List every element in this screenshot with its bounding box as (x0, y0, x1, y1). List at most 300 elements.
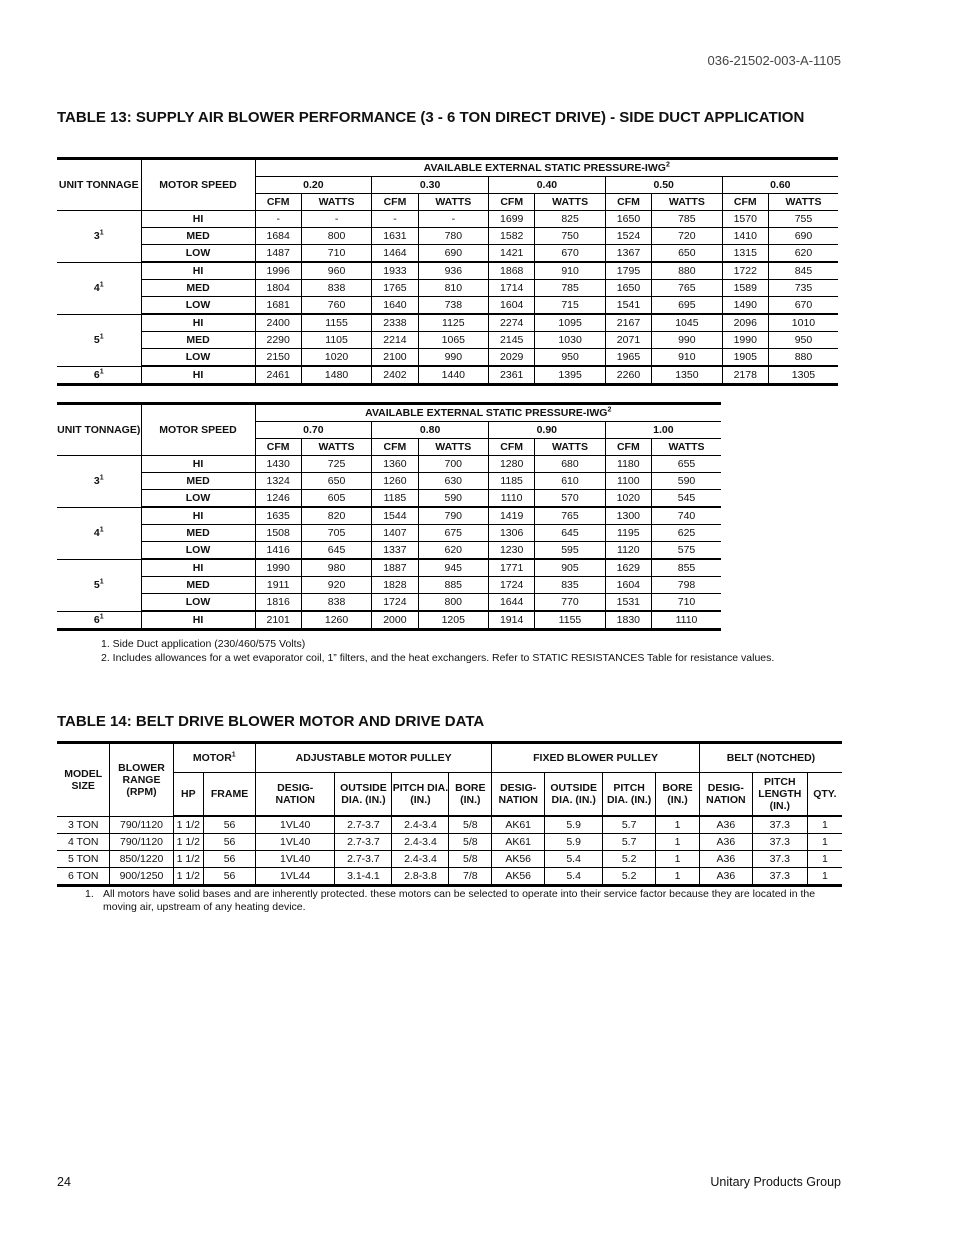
watts-cell: 645 (535, 525, 605, 542)
adjustable-pulley-header: ADJUSTABLE MOTOR PULLEY (256, 743, 492, 773)
watts-cell: 838 (301, 280, 371, 297)
fixed-pulley-header: FIXED BLOWER PULLEY (492, 743, 700, 773)
pressure-value-header: 0.90 (488, 422, 605, 439)
table-row (57, 490, 721, 508)
table-row (57, 594, 721, 612)
watts-cell: 650 (301, 473, 371, 490)
cfm-cell: 1337 (372, 542, 418, 560)
table-row (57, 473, 721, 490)
watts-cell: 1110 (652, 611, 721, 630)
watts-cell: 720 (652, 228, 722, 245)
watts-cell: 1350 (652, 366, 722, 385)
table-row (57, 525, 721, 542)
table-cell: AK56 (492, 851, 545, 868)
watts-cell: 570 (535, 490, 605, 508)
watts-cell: 838 (301, 594, 371, 612)
cfm-cell: 1629 (605, 559, 651, 577)
watts-cell: 655 (652, 456, 721, 473)
table-row (57, 456, 721, 473)
cfm-cell: 1996 (255, 262, 301, 280)
table-cell: AK56 (492, 868, 545, 886)
table-cell: 5.7 (603, 816, 656, 834)
cfm-cell: 1100 (605, 473, 651, 490)
blower-performance-table-part2 (57, 402, 721, 631)
table-cell: 1 (656, 868, 700, 886)
cfm-cell: 1110 (488, 490, 534, 508)
cfm-cell: 1681 (255, 297, 301, 315)
pressure-header: AVAILABLE EXTERNAL STATIC PRESSURE-IWG$^2$ (255, 404, 721, 422)
table-cell: 56 (204, 834, 256, 851)
cfm-cell: 1306 (488, 525, 534, 542)
table-cell: 3.1-4.1 (335, 868, 392, 886)
table-row (57, 851, 842, 868)
watts-cell: 1155 (535, 611, 605, 630)
table-cell: 1 (807, 834, 842, 851)
cfm-header: CFM (489, 194, 535, 211)
table-cell: 2.4-3.4 (392, 834, 449, 851)
watts-cell: 820 (301, 507, 371, 525)
pressure-header: AVAILABLE EXTERNAL STATIC PRESSURE-IWG$^2$ (255, 159, 838, 177)
table-cell: 5.4 (545, 868, 603, 886)
motor-speed-cell: HI (141, 507, 255, 525)
cfm-cell: 1965 (605, 349, 651, 367)
watts-cell: 645 (301, 542, 371, 560)
watts-cell: 1065 (418, 332, 488, 349)
note-2: 2. Includes allowances for a wet evaporator coil, 1” filters, and the heat exchangers. Refer to STATIC RESISTANCES Table for resistance values. (101, 652, 775, 664)
unit-tonnage-cell (57, 366, 141, 385)
table-cell: 790/1120 (110, 816, 173, 834)
motor-speed-cell: HI (141, 559, 255, 577)
watts-cell: 545 (652, 490, 721, 508)
fixed-designation-header: DESIG- NATION (492, 773, 545, 817)
cfm-cell: 2167 (605, 314, 651, 332)
cfm-cell: 2290 (255, 332, 301, 349)
table-cell: 2.4-3.4 (392, 851, 449, 868)
table-cell: AK61 (492, 816, 545, 834)
watts-header: WATTS (418, 194, 488, 211)
pressure-value-header: 0.40 (489, 177, 606, 194)
cfm-cell: 1650 (605, 280, 651, 297)
belt-designation-header: DESIG- NATION (699, 773, 752, 817)
pressure-value-header: 0.50 (605, 177, 722, 194)
table-cell: 5/8 (449, 816, 492, 834)
adj-bore-header: BORE (IN.) (449, 773, 492, 817)
watts-cell: 575 (652, 542, 721, 560)
unit-tonnage-header: UNIT TONNAGE) (57, 404, 141, 456)
pressure-value-header: 0.30 (372, 177, 489, 194)
table-cell: 56 (204, 851, 256, 868)
cfm-cell: 2400 (255, 314, 301, 332)
watts-cell: 738 (418, 297, 488, 315)
adj-designation-header: DESIG- NATION (256, 773, 335, 817)
watts-header: WATTS (768, 194, 838, 211)
tonnage-value: 4 (93, 527, 100, 539)
cfm-cell: 1868 (489, 262, 535, 280)
watts-header: WATTS (301, 439, 371, 456)
watts-cell: 880 (768, 349, 838, 367)
footnote-marker: 1 (99, 333, 104, 341)
cfm-cell: 2260 (605, 366, 651, 385)
motor-speed-cell: MED (141, 577, 255, 594)
cfm-cell: 1771 (488, 559, 534, 577)
table-cell: 2.7-3.7 (335, 816, 392, 834)
cfm-cell: 1120 (605, 542, 651, 560)
table-cell: 37.3 (752, 868, 807, 886)
pressure-value-header: 0.80 (372, 422, 489, 439)
cfm-cell: 1905 (722, 349, 768, 367)
pressure-value-header: 0.70 (255, 422, 372, 439)
cfm-cell: 1180 (605, 456, 651, 473)
cfm-cell: 2274 (489, 314, 535, 332)
tonnage-value: 3 (93, 230, 100, 243)
footnote-text: All motors have solid bases and are inherently protected. these motors can be selected to operate into their service factor because they are located in the moving air, upstream of any heating device. (103, 888, 816, 913)
cfm-cell: 2000 (372, 611, 418, 630)
table-cell: 1 1/2 (173, 816, 204, 834)
unit-tonnage-cell (57, 559, 141, 611)
cfm-cell: 1416 (255, 542, 301, 560)
watts-cell: 670 (768, 297, 838, 315)
cfm-cell: 1570 (722, 211, 768, 228)
cfm-cell: - (372, 211, 418, 228)
cfm-cell: 1714 (489, 280, 535, 297)
cfm-cell: 1887 (372, 559, 418, 577)
motor-speed-cell: LOW (141, 542, 255, 560)
watts-cell: 845 (768, 262, 838, 280)
cfm-cell: 1230 (488, 542, 534, 560)
cfm-cell: 1541 (605, 297, 651, 315)
watts-cell: 835 (535, 577, 605, 594)
table-cell: 1VL44 (256, 868, 335, 886)
table-cell: 1VL40 (256, 834, 335, 851)
model-size-header: MODEL SIZE (57, 743, 110, 817)
cfm-cell: 1765 (372, 280, 418, 297)
watts-cell: 1030 (535, 332, 605, 349)
fixed-pitch-dia-header: PITCH DIA. (IN.) (603, 773, 656, 817)
cfm-cell: 2145 (489, 332, 535, 349)
cfm-header: CFM (605, 439, 651, 456)
watts-cell: 960 (301, 262, 371, 280)
footnote-number: 1. (85, 888, 94, 900)
table-row (57, 245, 838, 263)
watts-cell: 1010 (768, 314, 838, 332)
watts-cell: 590 (418, 490, 488, 508)
unit-tonnage-cell (57, 314, 141, 366)
document-id: 036-21502-003-A-1105 (707, 53, 841, 68)
watts-cell: 798 (652, 577, 721, 594)
table-cell: 5/8 (449, 834, 492, 851)
cfm-cell: 2150 (255, 349, 301, 367)
motor-speed-header: MOTOR SPEED (141, 159, 255, 211)
table-cell: 790/1120 (110, 834, 173, 851)
unit-tonnage-cell (57, 507, 141, 559)
cfm-header: CFM (372, 439, 418, 456)
table-row (57, 868, 842, 886)
cfm-cell: 1531 (605, 594, 651, 612)
watts-cell: 1395 (535, 366, 605, 385)
table-row (57, 611, 721, 630)
cfm-cell: 1360 (372, 456, 418, 473)
unit-tonnage-cell (57, 211, 141, 263)
watts-cell: 810 (418, 280, 488, 297)
table-cell: 1 (656, 851, 700, 868)
cfm-cell: 1914 (488, 611, 534, 630)
table-cell: 1 (807, 851, 842, 868)
table-cell: 2.4-3.4 (392, 816, 449, 834)
pressure-value-header: 0.20 (255, 177, 372, 194)
table-cell: 1 (807, 868, 842, 886)
cfm-cell: - (255, 211, 301, 228)
motor-speed-cell: HI (141, 314, 255, 332)
table-cell: 2.8-3.8 (392, 868, 449, 886)
cfm-cell: 1604 (605, 577, 651, 594)
watts-cell: 990 (418, 349, 488, 367)
cfm-cell: 1260 (372, 473, 418, 490)
cfm-cell: 1722 (722, 262, 768, 280)
watts-cell: 990 (652, 332, 722, 349)
table-cell: 37.3 (752, 834, 807, 851)
cfm-cell: 1589 (722, 280, 768, 297)
cfm-cell: 1795 (605, 262, 651, 280)
cfm-cell: 1724 (372, 594, 418, 612)
watts-cell: - (418, 211, 488, 228)
watts-cell: 740 (652, 507, 721, 525)
watts-header: WATTS (535, 439, 605, 456)
cfm-cell: 1367 (605, 245, 651, 263)
watts-cell: 920 (301, 577, 371, 594)
watts-cell: 1105 (301, 332, 371, 349)
company-name: Unitary Products Group (710, 1175, 841, 1189)
table-cell: 37.3 (752, 816, 807, 834)
watts-cell: 885 (418, 577, 488, 594)
table-cell: 5.2 (603, 868, 656, 886)
motor-speed-cell: HI (141, 366, 255, 385)
cfm-cell: 1644 (488, 594, 534, 612)
tonnage-value: 4 (93, 282, 100, 294)
watts-cell: 1125 (418, 314, 488, 332)
motor-speed-header: MOTOR SPEED (141, 404, 255, 456)
table-cell: 2.7-3.7 (335, 834, 392, 851)
cfm-cell: 2178 (722, 366, 768, 385)
watts-cell: 675 (418, 525, 488, 542)
table-cell: 5 TON (57, 851, 110, 868)
motor-speed-cell: MED (141, 280, 255, 297)
footnote-marker: 1 (99, 474, 104, 482)
watts-cell: 690 (768, 228, 838, 245)
watts-cell: 710 (301, 245, 371, 263)
table-row (57, 280, 838, 297)
cfm-cell: 2071 (605, 332, 651, 349)
motor-speed-cell: LOW (141, 297, 255, 315)
motor-speed-cell: MED (141, 228, 255, 245)
cfm-cell: 1650 (605, 211, 651, 228)
table-row (57, 297, 838, 315)
table-cell: 1 1/2 (173, 868, 204, 886)
motor-speed-cell: MED (141, 473, 255, 490)
table-row (57, 314, 838, 332)
cfm-cell: 2361 (489, 366, 535, 385)
table-row (57, 507, 721, 525)
table13-notes (101, 637, 781, 665)
table-cell: A36 (699, 834, 752, 851)
cfm-cell: 1816 (255, 594, 301, 612)
motor-speed-cell: LOW (141, 245, 255, 263)
table-cell: 1 1/2 (173, 851, 204, 868)
motor-speed-cell: LOW (141, 490, 255, 508)
cfm-cell: 1280 (488, 456, 534, 473)
cfm-cell: 1315 (722, 245, 768, 263)
cfm-cell: 1631 (372, 228, 418, 245)
watts-cell: 625 (652, 525, 721, 542)
watts-cell: 1305 (768, 366, 838, 385)
watts-header: WATTS (535, 194, 605, 211)
watts-cell: 825 (535, 211, 605, 228)
watts-cell: 910 (535, 262, 605, 280)
hp-header: HP (173, 773, 204, 817)
cfm-cell: 1508 (255, 525, 301, 542)
table-cell: 1VL40 (256, 851, 335, 868)
page-number: 24 (57, 1175, 71, 1189)
table-cell: A36 (699, 868, 752, 886)
watts-header: WATTS (301, 194, 371, 211)
cfm-cell: 1933 (372, 262, 418, 280)
belt-pitch-length-header: PITCH LENGTH (IN.) (752, 773, 807, 817)
cfm-cell: 1324 (255, 473, 301, 490)
fixed-outside-dia-header: OUTSIDE DIA. (IN.) (545, 773, 603, 817)
watts-cell: 780 (418, 228, 488, 245)
belt-header: BELT (NOTCHED) (699, 743, 842, 773)
pressure-value-header: 0.60 (722, 177, 838, 194)
watts-cell: 1440 (418, 366, 488, 385)
motor-speed-cell: LOW (141, 594, 255, 612)
table14-footnote (85, 888, 825, 914)
table-cell: 5.4 (545, 851, 603, 868)
watts-cell: 1480 (301, 366, 371, 385)
table-cell: 4 TON (57, 834, 110, 851)
cfm-cell: 1604 (489, 297, 535, 315)
watts-cell: 936 (418, 262, 488, 280)
blower-range-header: BLOWER RANGE (RPM) (110, 743, 173, 817)
cfm-header: CFM (255, 439, 301, 456)
watts-cell: 620 (418, 542, 488, 560)
table-cell: 5.9 (545, 816, 603, 834)
watts-cell: 680 (535, 456, 605, 473)
tonnage-value: 3 (93, 475, 100, 488)
watts-cell: 690 (418, 245, 488, 263)
watts-cell: 1095 (535, 314, 605, 332)
footnote-marker: 1 (99, 281, 104, 289)
cfm-cell: 1990 (255, 559, 301, 577)
cfm-cell: 1300 (605, 507, 651, 525)
table-cell: 5.2 (603, 851, 656, 868)
watts-header: WATTS (652, 439, 721, 456)
fixed-bore-header: BORE (IN.) (656, 773, 700, 817)
watts-cell: 725 (301, 456, 371, 473)
watts-cell: 605 (301, 490, 371, 508)
table-row (57, 211, 838, 228)
table-cell: AK61 (492, 834, 545, 851)
table-cell: 56 (204, 816, 256, 834)
footnote-marker: 1 (99, 613, 104, 621)
watts-cell: 760 (301, 297, 371, 315)
cfm-cell: 1410 (722, 228, 768, 245)
unit-tonnage-cell (57, 262, 141, 314)
cfm-cell: 1699 (489, 211, 535, 228)
adj-outside-dia-header: OUTSIDE DIA. (IN.) (335, 773, 392, 817)
watts-cell: 1045 (652, 314, 722, 332)
table-row (57, 816, 842, 834)
belt-drive-table (57, 741, 842, 887)
motor-speed-cell: HI (141, 211, 255, 228)
footnote-marker: 1 (99, 526, 104, 534)
table-row (57, 559, 721, 577)
motor-header: MOTOR$^1$ (173, 743, 255, 773)
cfm-cell: 1582 (489, 228, 535, 245)
table-cell: 1 1/2 (173, 834, 204, 851)
watts-cell: 755 (768, 211, 838, 228)
watts-cell: 735 (768, 280, 838, 297)
table-cell: A36 (699, 851, 752, 868)
cfm-header: CFM (488, 439, 534, 456)
motor-speed-cell: MED (141, 525, 255, 542)
watts-cell: 855 (652, 559, 721, 577)
cfm-cell: 2029 (489, 349, 535, 367)
watts-cell: 620 (768, 245, 838, 263)
watts-cell: 905 (535, 559, 605, 577)
pressure-value-header: 1.00 (605, 422, 721, 439)
watts-cell: - (301, 211, 371, 228)
table-row (57, 228, 838, 245)
tonnage-value: 6 (93, 368, 100, 381)
table-cell: 5.7 (603, 834, 656, 851)
cfm-cell: 1990 (722, 332, 768, 349)
watts-cell: 790 (418, 507, 488, 525)
cfm-cell: 2402 (372, 366, 418, 385)
watts-cell: 610 (535, 473, 605, 490)
watts-cell: 880 (652, 262, 722, 280)
motor-speed-cell: HI (141, 456, 255, 473)
cfm-cell: 1430 (255, 456, 301, 473)
motor-speed-cell: LOW (141, 349, 255, 367)
watts-cell: 590 (652, 473, 721, 490)
watts-cell: 800 (418, 594, 488, 612)
cfm-header: CFM (605, 194, 651, 211)
cfm-cell: 1407 (372, 525, 418, 542)
watts-cell: 800 (301, 228, 371, 245)
blower-performance-table-part1 (57, 157, 838, 386)
motor-speed-cell: HI (141, 262, 255, 280)
cfm-cell: 1246 (255, 490, 301, 508)
cfm-cell: 1490 (722, 297, 768, 315)
watts-header: WATTS (652, 194, 722, 211)
table13-title: TABLE 13: SUPPLY AIR BLOWER PERFORMANCE (3 - 6 TON DIRECT DRIVE) - SIDE DUCT APPLICATION (57, 109, 805, 126)
tonnage-value: 6 (93, 613, 100, 626)
frame-header: FRAME (204, 773, 256, 817)
cfm-header: CFM (372, 194, 418, 211)
table-cell: 5/8 (449, 851, 492, 868)
watts-cell: 950 (768, 332, 838, 349)
table-cell: 1 (807, 816, 842, 834)
watts-cell: 910 (652, 349, 722, 367)
footnote-marker: 1 (99, 368, 104, 376)
watts-cell: 1205 (418, 611, 488, 630)
cfm-cell: 1421 (489, 245, 535, 263)
table-cell: 56 (204, 868, 256, 886)
cfm-cell: 1635 (255, 507, 301, 525)
table-row (57, 542, 721, 560)
cfm-cell: 1185 (488, 473, 534, 490)
table-row (57, 349, 838, 367)
cfm-header: CFM (255, 194, 301, 211)
